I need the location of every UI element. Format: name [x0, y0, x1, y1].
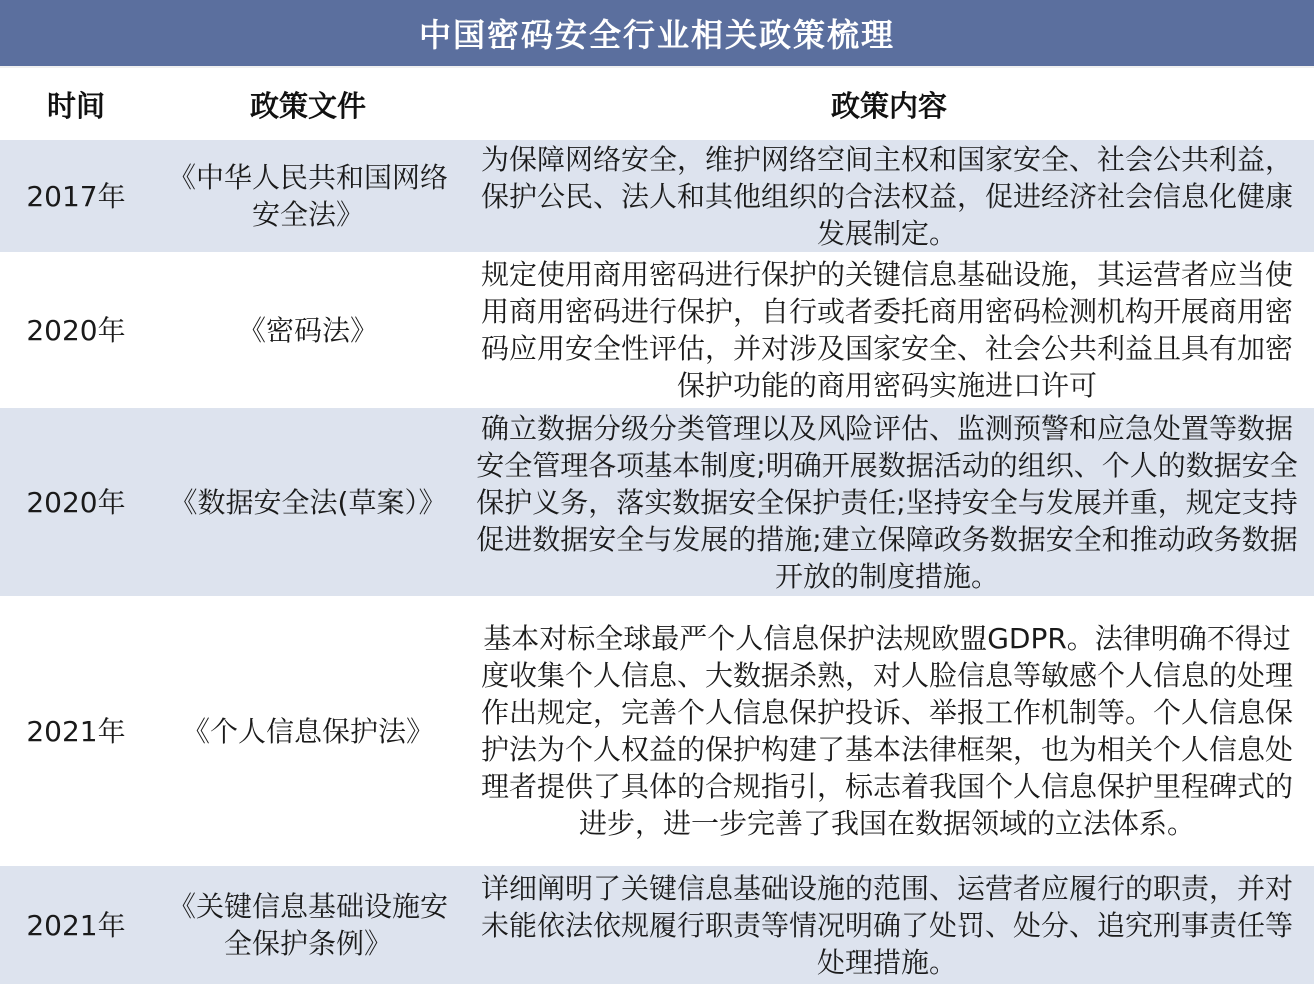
header-content: 政策内容 [464, 70, 1314, 139]
content-cell: 为保障网络安全，维护网络空间主权和国家安全、社会公共利益，保护公民、法人和其他组织的合法权益，促进经济社会信息化健康发展制定。 [464, 139, 1314, 253]
document-cell: 《密码法》 [152, 253, 464, 407]
document-cell: 《个人信息保护法》 [152, 597, 464, 865]
header-time: 时间 [0, 70, 152, 139]
policy-table [0, 70, 1314, 984]
document-cell: 《中华人民共和国网络安全法》 [152, 139, 464, 253]
content-cell: 详细阐明了关键信息基础设施的范围、运营者应履行的职责，并对未能依法依规履行职责等情况明确了处罚、处分、追究刑事责任等处理措施。 [464, 865, 1314, 984]
content-cell: 规定使用商用密码进行保护的关键信息基础设施，其运营者应当使用商用密码进行保护，自行或者委托商用密码检测机构开展商用密码应用安全性评估，并对涉及国家安全、社会公共利益且具有加密保护功能的商用密码实施进口许可 [464, 253, 1314, 407]
page-title: 中国密码安全行业相关政策梳理 [0, 0, 1314, 68]
time-cell: 2021年 [0, 865, 152, 984]
time-cell: 2021年 [0, 597, 152, 865]
table-row [0, 597, 1314, 865]
document-cell: 《关键信息基础设施安全保护条例》 [152, 865, 464, 984]
document-cell: 《数据安全法(草案）》 [152, 407, 464, 597]
table-row [0, 139, 1314, 253]
header-document: 政策文件 [152, 70, 464, 139]
table-row [0, 253, 1314, 407]
table-row [0, 407, 1314, 597]
time-cell: 2017年 [0, 139, 152, 253]
time-cell: 2020年 [0, 253, 152, 407]
content-cell: 确立数据分级分类管理以及风险评估、监测预警和应急处置等数据安全管理各项基本制度;明确开展数据活动的组织、个人的数据安全保护义务，落实数据安全保护责任;坚持安全与发展并重，规定支持促进数据安全与发展的措施;建立保障政务数据安全和推动政务数据开放的制度措施。 [464, 407, 1314, 597]
header-row [0, 70, 1314, 139]
content-cell: 基本对标全球最严个人信息保护法规欧盟GDPR。法律明确不得过度收集个人信息、大数据杀熟，对人脸信息等敏感个人信息的处理作出规定，完善个人信息保护投诉、举报工作机制等。个人信息保护法为个人权益的保护构建了基本法律框架，也为相关个人信息处理者提供了具体的合规指引，标志着我国个人信息保护里程碑式的进步，进一步完善了我国在数据领域的立法体系。 [464, 597, 1314, 865]
table-row [0, 865, 1314, 984]
time-cell: 2020年 [0, 407, 152, 597]
